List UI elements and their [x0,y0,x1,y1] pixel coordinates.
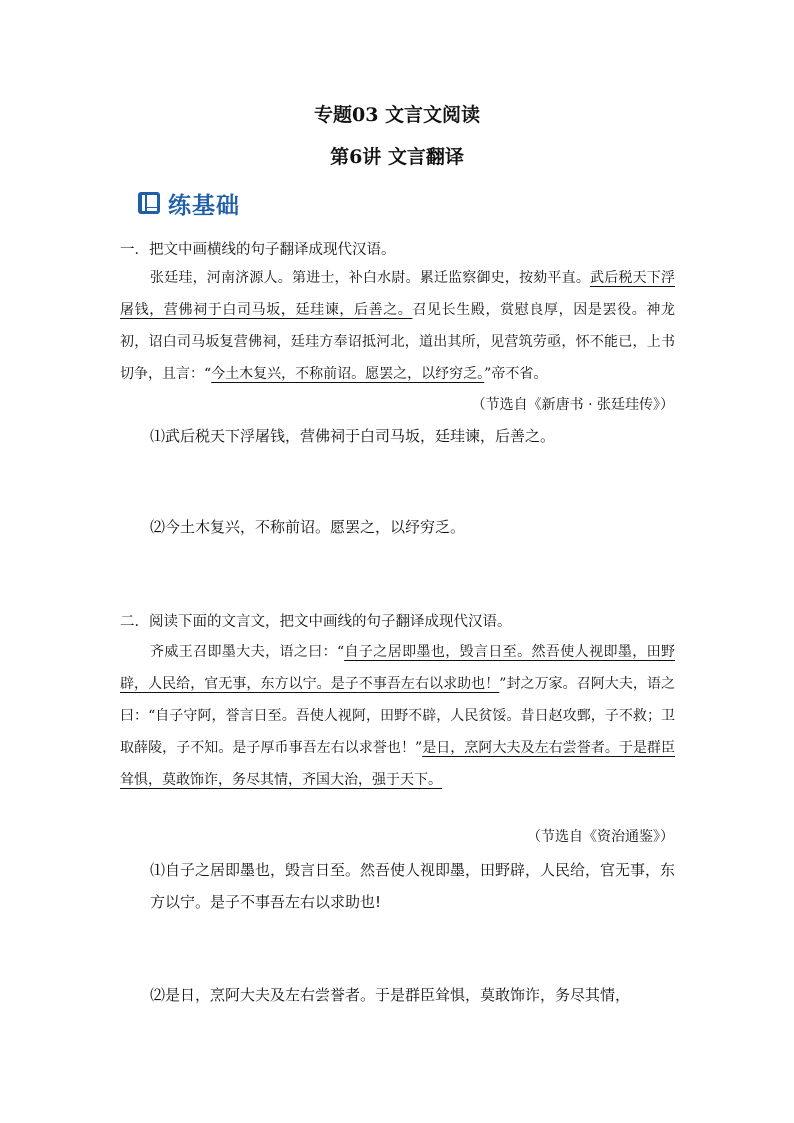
section-label: 练基础 [168,192,240,219]
page-title: 专题03 文言文阅读 [313,104,481,126]
passage-text: ”封之万家。召阿大夫，语之曰：“自子守阿，誉言日至。吾使人视阿，田野不辟，人民贫馁。昔日赵攻鄄，子不救；卫取薛陵，子不知。是子厚币事吾左右以求誉也！” [120,676,675,756]
translation-item-2: ⑵今土木复兴，不称前诏。愿罢之，以纾穷乏。 [150,518,466,536]
question-2-passage [120,636,675,796]
underlined-sentence-1: 自子之居即墨也，毁言日至。然吾使人视即墨，田野辟，人民给，官无事，东方以宁。是子不事吾左右以求助也！ [120,644,675,692]
translation-item-1: ⑴自子之居即墨也，毁言日至。然吾使人视即墨，田野辟，人民给，官无事，东方以宁。是子不事吾左右以求助也! [150,861,676,911]
passage-text: 召见长生殿，赏慰良厚，因是罢役。神龙初，诏白司马坂复营佛祠，廷珪方奉诏抵河北，道出其所，见营筑劳亟，怀不能已，上书切争，且言：“ [120,302,676,382]
passage-text: 张廷珪，河南济源人。第进士，补白水尉。累迁监察御史，按劾平直。 [150,270,591,286]
question-2-instruction: 二．阅读下面的文言文，把文中画线的句子翻译成现代汉语。 [120,614,512,630]
translation-item-2: ⑵是日，烹阿大夫及左右尝誉者。于是群臣耸惧，莫敢饰诈，务尽其情， [150,986,631,1004]
passage-text: 齐威王召即墨大夫，语之曰：“ [150,644,345,660]
underlined-sentence-2: 是日，烹阿大夫及左右尝誉者。于是群臣耸惧，莫敢饰诈，务尽其情，齐国大治，强于天下。 [120,740,676,788]
passage-text: ”帝不省。 [484,366,548,382]
question-1-passage [120,262,675,390]
source-citation: （节选自《资治通鉴》） [527,829,674,845]
underlined-sentence-1: 武后税天下浮屠钱，营佛祠于白司马坂，廷珪谏，后善之。 [120,270,676,318]
translation-item-1: ⑴武后税天下浮屠钱，营佛祠于白司马坂，廷珪谏，后善之。 [150,427,556,445]
book-icon [136,190,162,216]
source-citation: （节选自《新唐书 · 张廷珪传》） [471,397,674,413]
section-header [136,186,240,220]
underlined-sentence-2: 今土木复兴，不称前诏。愿罢之，以纾穷乏。 [211,366,485,382]
question-1-instruction: 一．把文中画横线的句子翻译成现代汉语。 [120,242,396,258]
page-subtitle: 第6讲 文言翻译 [330,146,464,168]
